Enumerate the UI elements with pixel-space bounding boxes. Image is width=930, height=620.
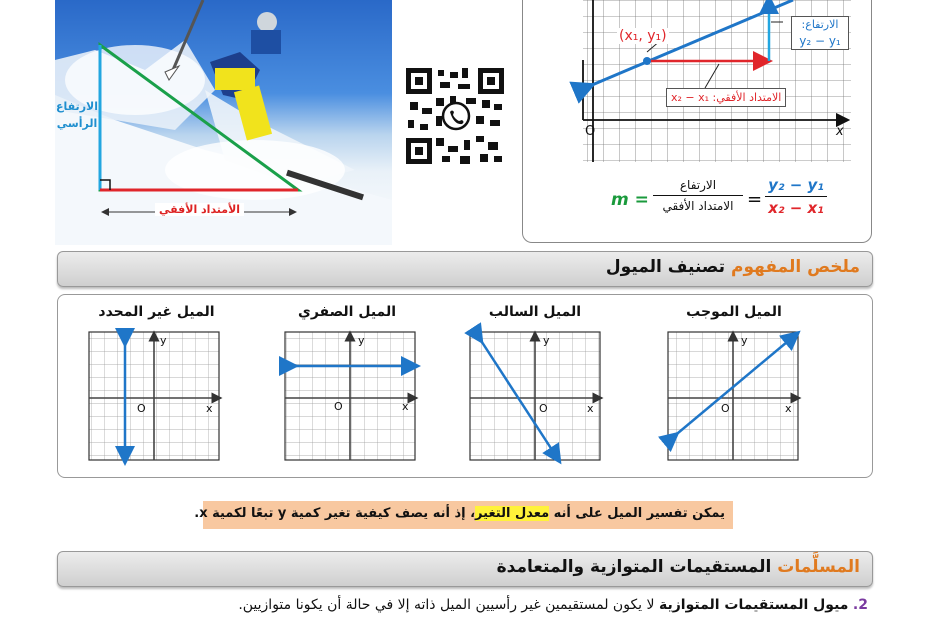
graph-positive-slope (668, 332, 798, 460)
formula-coordinate-fraction: y₂ − y₁ x₂ − x₁ (765, 176, 827, 217)
formula-equals: = (747, 189, 763, 210)
x-axis-label: x (836, 124, 844, 139)
y-label-negative: y (543, 334, 550, 347)
postulate-item-2 (60, 597, 868, 620)
origin-undefined: O (137, 402, 146, 415)
origin-label: O (585, 124, 596, 139)
x-label-zero: x (402, 400, 409, 413)
item-number: 2. (852, 597, 868, 613)
label-zero-slope: الميل الصفري (298, 304, 396, 320)
origin-zero: O (334, 400, 343, 413)
rate-of-change-note: يمكن تفسير الميل على أنه معدل التغير، إذ أنه يصف كيفية تغير كمية y تبعًا لكمية x. (203, 501, 733, 529)
item-text: لا يكون لمستقيمين غير رأسيين الميل ذاته إلا في حالة أن يكونا متوازيين. (238, 597, 655, 613)
postulates-banner (57, 551, 873, 587)
postulates-banner-text: المسلَّمات المستقيمات المتوازية والمتعامدة (496, 557, 860, 577)
vertical-label: الارتفاع الرأسي (56, 100, 98, 130)
label-negative-slope: الميل السالب (488, 304, 582, 320)
point-label: (x₁, y₁) (619, 28, 667, 44)
y-label-zero: y (358, 334, 365, 347)
graph-negative-slope (470, 332, 600, 460)
graph-zero-slope (285, 332, 415, 460)
x-label-positive: x (785, 402, 792, 415)
concept-banner-text: ملخص المفهوم تصنيف الميول (605, 257, 860, 277)
origin-negative: O (539, 402, 548, 415)
item-title: ميول المستقيمات المتوازية (658, 597, 849, 613)
x-label-negative: x (587, 402, 594, 415)
formula-m: m = (611, 190, 649, 210)
rise-label: الارتفاع: y₂ − y₁ (791, 16, 849, 50)
label-positive-slope: الميل الموجب (686, 304, 782, 320)
y-label-positive: y (741, 334, 748, 347)
formula-words-fraction: الارتفاع الامتداد الأفقي (653, 178, 743, 213)
origin-positive: O (721, 402, 730, 415)
run-label: الامتداد الأفقي: x₂ − x₁ (666, 88, 786, 107)
label-undefined-slope: الميل غير المحدد (98, 304, 215, 320)
graph-undefined-slope (89, 332, 219, 460)
y-label-undefined: y (160, 334, 167, 347)
x-label-undefined: x (206, 402, 213, 415)
horizontal-label: الأمتداد الأفقي (155, 203, 244, 216)
